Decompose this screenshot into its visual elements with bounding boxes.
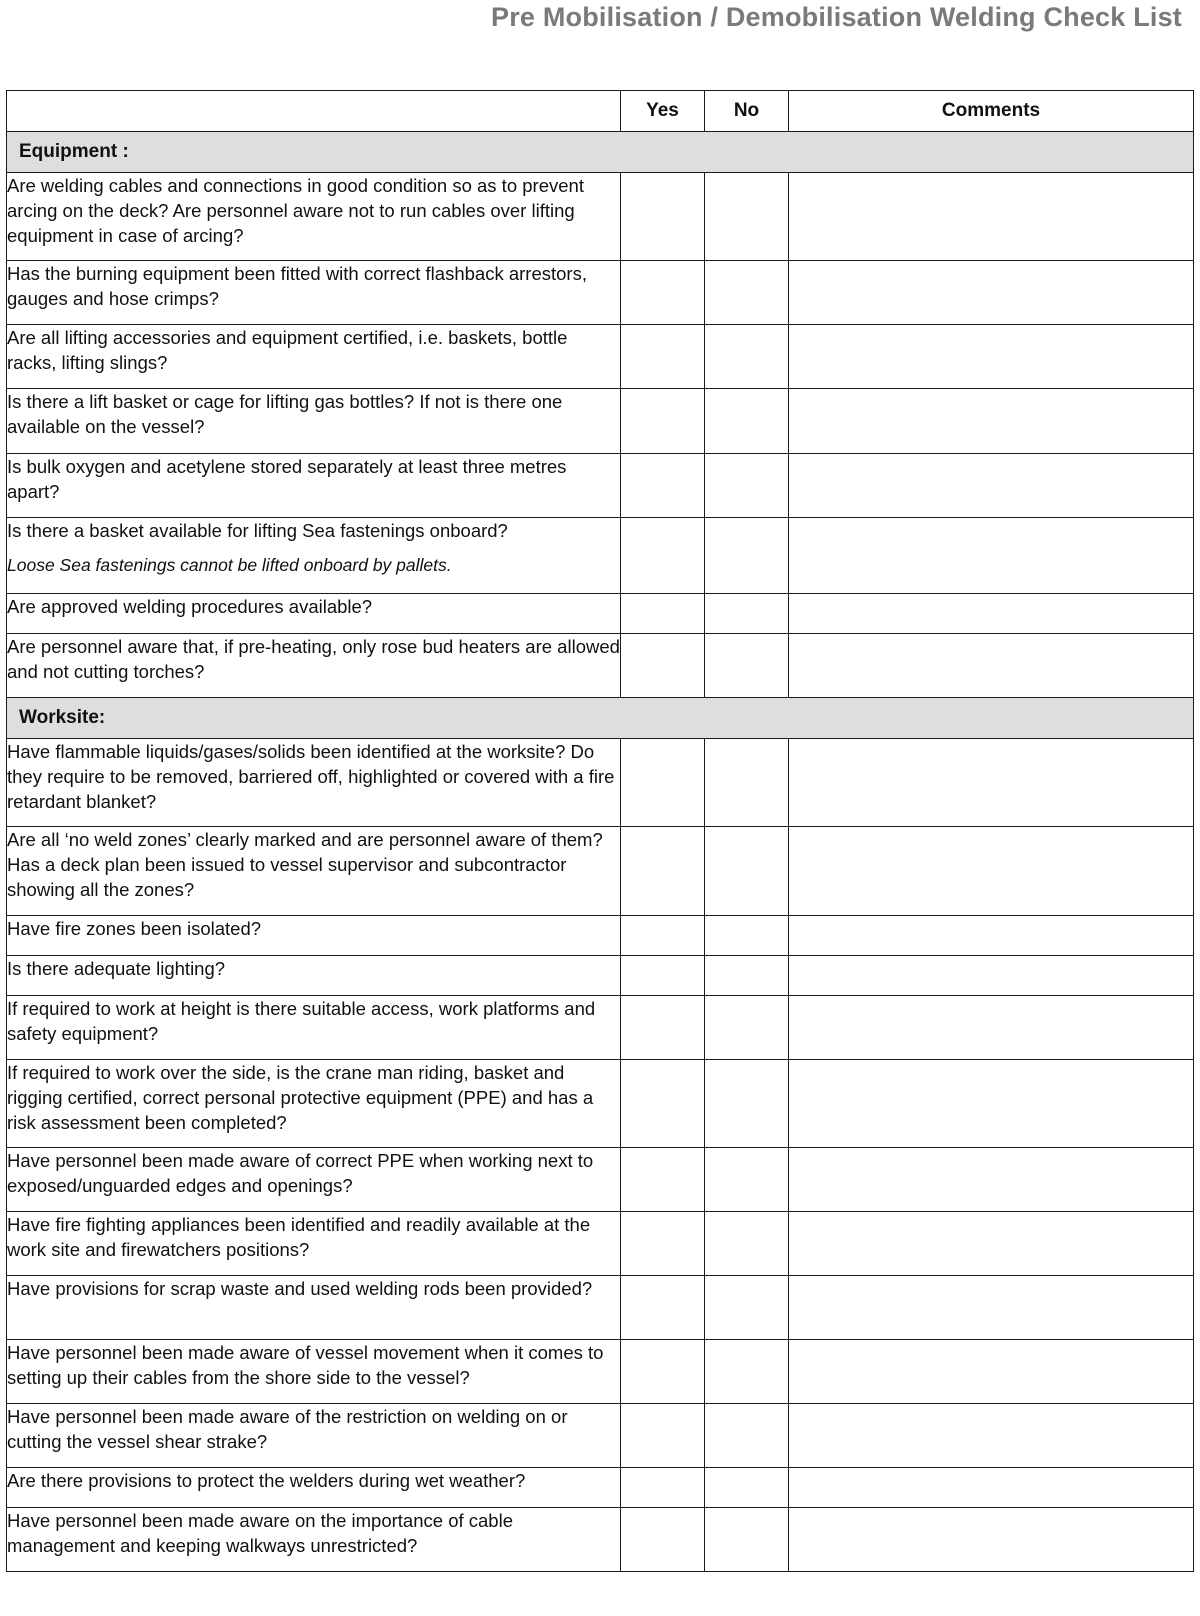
question-cell bbox=[7, 1276, 621, 1340]
header-no: No bbox=[705, 91, 789, 132]
header-row bbox=[7, 91, 1194, 132]
yes-cell[interactable] bbox=[621, 996, 705, 1060]
no-cell[interactable] bbox=[705, 594, 789, 634]
header-blank-cell bbox=[7, 91, 621, 132]
yes-cell[interactable] bbox=[621, 261, 705, 325]
no-cell[interactable] bbox=[705, 956, 789, 996]
yes-cell[interactable] bbox=[621, 173, 705, 261]
no-cell[interactable] bbox=[705, 1060, 789, 1148]
question-text: Have fire zones been isolated? bbox=[7, 918, 262, 939]
no-cell[interactable] bbox=[705, 1468, 789, 1508]
section-heading: Worksite: bbox=[7, 698, 1194, 739]
question-cell bbox=[7, 173, 621, 261]
comments-cell[interactable] bbox=[789, 1468, 1194, 1508]
question-cell bbox=[7, 634, 621, 698]
yes-cell[interactable] bbox=[621, 634, 705, 698]
yes-cell[interactable] bbox=[621, 827, 705, 916]
question-text: Are all lifting accessories and equipment certified, i.e. baskets, bottle racks, lifting slings? bbox=[7, 327, 568, 373]
comments-cell[interactable] bbox=[789, 1212, 1194, 1276]
no-cell[interactable] bbox=[705, 173, 789, 261]
no-cell[interactable] bbox=[705, 261, 789, 325]
no-cell[interactable] bbox=[705, 454, 789, 518]
no-cell[interactable] bbox=[705, 1340, 789, 1404]
checklist-row bbox=[7, 739, 1194, 827]
comments-cell[interactable] bbox=[789, 956, 1194, 996]
section-header-row bbox=[7, 698, 1194, 739]
comments-cell[interactable] bbox=[789, 389, 1194, 454]
comments-cell[interactable] bbox=[789, 1508, 1194, 1572]
checklist-row bbox=[7, 827, 1194, 916]
question-cell bbox=[7, 916, 621, 956]
comments-cell[interactable] bbox=[789, 594, 1194, 634]
checklist-row bbox=[7, 173, 1194, 261]
yes-cell[interactable] bbox=[621, 739, 705, 827]
question-cell bbox=[7, 389, 621, 454]
comments-cell[interactable] bbox=[789, 634, 1194, 698]
comments-cell[interactable] bbox=[789, 1340, 1194, 1404]
question-cell bbox=[7, 1148, 621, 1212]
checklist-row bbox=[7, 261, 1194, 325]
question-text: Are personnel aware that, if pre-heating, only rose bud heaters are allowed and not cutting torches? bbox=[7, 636, 620, 682]
no-cell[interactable] bbox=[705, 389, 789, 454]
question-text: Have fire fighting appliances been identified and readily available at the work site and firewatchers positions? bbox=[7, 1214, 591, 1260]
question-cell bbox=[7, 1340, 621, 1404]
comments-cell[interactable] bbox=[789, 454, 1194, 518]
question-text: Is there a lift basket or cage for lifting gas bottles? If not is there one available on the vessel? bbox=[7, 391, 563, 437]
comments-cell[interactable] bbox=[789, 827, 1194, 916]
section-heading: Equipment : bbox=[7, 132, 1194, 173]
question-text: Has the burning equipment been fitted with correct flashback arrestors, gauges and hose crimps? bbox=[7, 263, 587, 309]
no-cell[interactable] bbox=[705, 1148, 789, 1212]
question-note: Loose Sea fastenings cannot be lifted onboard by pallets. bbox=[7, 555, 452, 575]
question-cell bbox=[7, 739, 621, 827]
yes-cell[interactable] bbox=[621, 389, 705, 454]
yes-cell[interactable] bbox=[621, 1404, 705, 1468]
no-cell[interactable] bbox=[705, 325, 789, 389]
yes-cell[interactable] bbox=[621, 1060, 705, 1148]
comments-cell[interactable] bbox=[789, 996, 1194, 1060]
question-text: Is there a basket available for lifting Sea fastenings onboard? bbox=[7, 520, 508, 541]
no-cell[interactable] bbox=[705, 1276, 789, 1340]
comments-cell[interactable] bbox=[789, 1276, 1194, 1340]
checklist-row bbox=[7, 1468, 1194, 1508]
checklist-row bbox=[7, 594, 1194, 634]
checklist-row bbox=[7, 1060, 1194, 1148]
question-cell bbox=[7, 1508, 621, 1572]
question-text: Are there provisions to protect the welders during wet weather? bbox=[7, 1470, 526, 1491]
checklist-row bbox=[7, 956, 1194, 996]
no-cell[interactable] bbox=[705, 518, 789, 594]
comments-cell[interactable] bbox=[789, 739, 1194, 827]
question-cell bbox=[7, 1468, 621, 1508]
checklist-row bbox=[7, 1508, 1194, 1572]
checklist-row bbox=[7, 996, 1194, 1060]
checklist-table bbox=[6, 90, 1194, 1572]
question-cell bbox=[7, 1060, 621, 1148]
yes-cell[interactable] bbox=[621, 454, 705, 518]
checklist-row bbox=[7, 916, 1194, 956]
comments-cell[interactable] bbox=[789, 261, 1194, 325]
checklist-row bbox=[7, 1404, 1194, 1468]
no-cell[interactable] bbox=[705, 739, 789, 827]
yes-cell[interactable] bbox=[621, 518, 705, 594]
comments-cell[interactable] bbox=[789, 1404, 1194, 1468]
question-text: If required to work at height is there suitable access, work platforms and safety equipment? bbox=[7, 998, 596, 1044]
question-cell bbox=[7, 1212, 621, 1276]
header-yes: Yes bbox=[621, 91, 705, 132]
yes-cell[interactable] bbox=[621, 1340, 705, 1404]
yes-cell[interactable] bbox=[621, 1276, 705, 1340]
comments-cell[interactable] bbox=[789, 916, 1194, 956]
question-cell bbox=[7, 518, 621, 594]
question-cell bbox=[7, 594, 621, 634]
no-cell[interactable] bbox=[705, 634, 789, 698]
header-comments: Comments bbox=[789, 91, 1194, 132]
question-cell bbox=[7, 325, 621, 389]
comments-cell[interactable] bbox=[789, 518, 1194, 594]
comments-cell[interactable] bbox=[789, 1148, 1194, 1212]
question-text: Have personnel been made aware of correct PPE when working next to exposed/unguarded edges and openings? bbox=[7, 1150, 594, 1196]
yes-cell[interactable] bbox=[621, 1148, 705, 1212]
comments-cell[interactable] bbox=[789, 1060, 1194, 1148]
question-cell bbox=[7, 1404, 621, 1468]
comments-cell[interactable] bbox=[789, 325, 1194, 389]
document-title: Pre Mobilisation / Demobilisation Welding Check List bbox=[491, 2, 1182, 32]
checklist-row bbox=[7, 389, 1194, 454]
question-cell bbox=[7, 996, 621, 1060]
yes-cell[interactable] bbox=[621, 916, 705, 956]
question-text: Is bulk oxygen and acetylene stored separately at least three metres apart? bbox=[7, 456, 567, 502]
question-cell bbox=[7, 956, 621, 996]
question-cell bbox=[7, 827, 621, 916]
question-text: Have personnel been made aware on the importance of cable management and keeping walkways unrestricted? bbox=[7, 1510, 513, 1556]
checklist-row bbox=[7, 325, 1194, 389]
yes-cell[interactable] bbox=[621, 956, 705, 996]
checklist-row bbox=[7, 1340, 1194, 1404]
checklist-row bbox=[7, 1276, 1194, 1340]
no-cell[interactable] bbox=[705, 1212, 789, 1276]
comments-cell[interactable] bbox=[789, 173, 1194, 261]
question-text: Have personnel been made aware of the restriction on welding on or cutting the vessel shear strake? bbox=[7, 1406, 568, 1452]
checklist-row bbox=[7, 634, 1194, 698]
no-cell[interactable] bbox=[705, 996, 789, 1060]
section-header-row bbox=[7, 132, 1194, 173]
question-text: Have provisions for scrap waste and used welding rods been provided? bbox=[7, 1278, 593, 1299]
question-text: Have flammable liquids/gases/solids been identified at the worksite? Do they require to be removed, barriered off, highlighted or covered with a fire retardant blanket? bbox=[7, 741, 615, 812]
yes-cell[interactable] bbox=[621, 1212, 705, 1276]
checklist-row bbox=[7, 518, 1194, 594]
checklist-row bbox=[7, 454, 1194, 518]
checklist-row bbox=[7, 1148, 1194, 1212]
yes-cell[interactable] bbox=[621, 1508, 705, 1572]
question-text: Are all ‘no weld zones’ clearly marked and are personnel aware of them? Has a deck plan been issued to vessel supervisor and subcontractor showing all the zones? bbox=[7, 829, 603, 900]
yes-cell[interactable] bbox=[621, 1468, 705, 1508]
question-text: Is there adequate lighting? bbox=[7, 958, 226, 979]
question-text: Are welding cables and connections in good condition so as to prevent arcing on the deck? Are personnel aware not to run cables over lifting equipment in case of arcing? bbox=[7, 175, 584, 246]
no-cell[interactable] bbox=[705, 827, 789, 916]
yes-cell[interactable] bbox=[621, 594, 705, 634]
question-text: If required to work over the side, is the crane man riding, basket and rigging certified, correct personal protective equipment (PPE) and has a risk assessment been completed? bbox=[7, 1062, 594, 1133]
no-cell[interactable] bbox=[705, 1508, 789, 1572]
question-text: Have personnel been made aware of vessel movement when it comes to setting up their cables from the shore side to the vessel? bbox=[7, 1342, 604, 1388]
question-cell bbox=[7, 261, 621, 325]
question-text: Are approved welding procedures available? bbox=[7, 596, 373, 617]
no-cell[interactable] bbox=[705, 1404, 789, 1468]
checklist-row bbox=[7, 1212, 1194, 1276]
question-cell bbox=[7, 454, 621, 518]
no-cell[interactable] bbox=[705, 916, 789, 956]
yes-cell[interactable] bbox=[621, 325, 705, 389]
checklist-body bbox=[7, 132, 1194, 1572]
